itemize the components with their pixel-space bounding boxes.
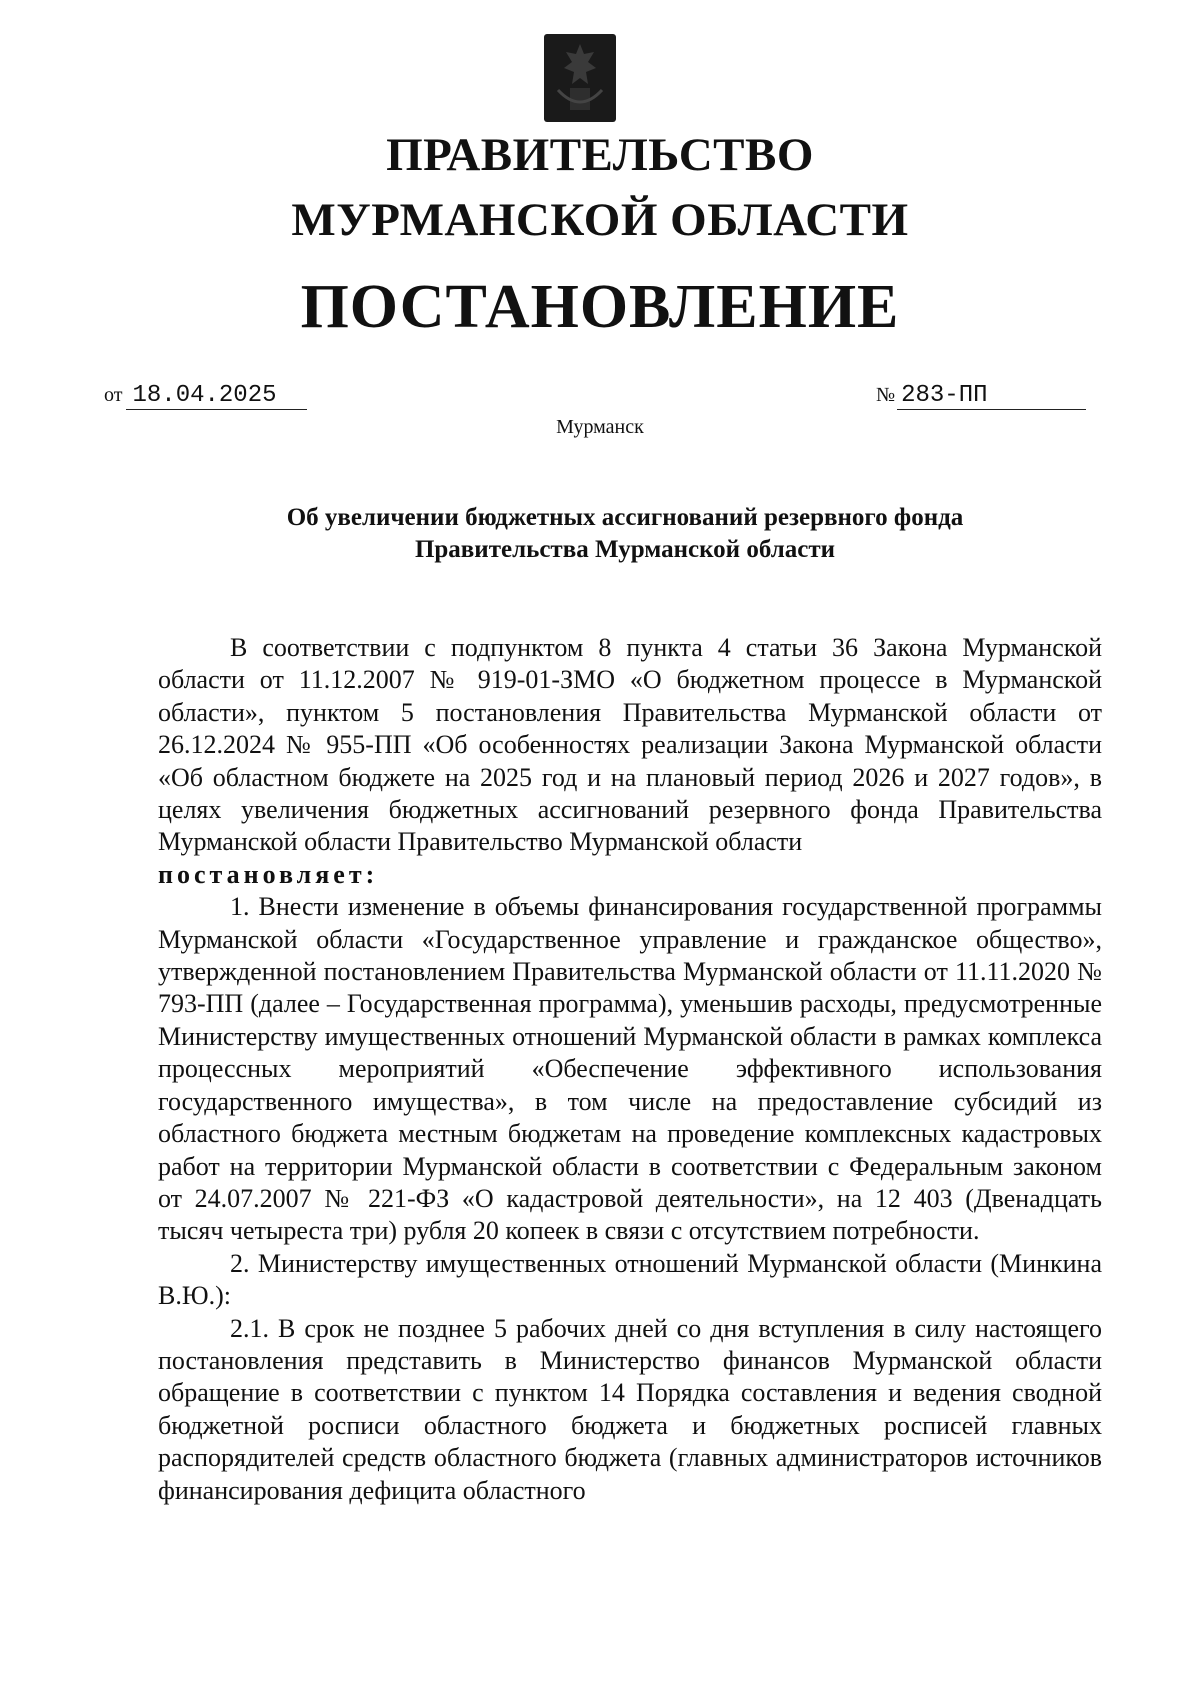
resolves-word: постановляет: [158,859,379,889]
city-name: Мурманск [556,416,644,438]
document-heading [150,502,1100,566]
item-2-1-paragraph: 2.1. В срок не позднее 5 рабочих дней со дня вступления в силу настоящего постановления представить в Министерство финансов Мурманской области обращение в соответствии с пунктом 14 Порядка составления и ведения сводной бюджетной росписи областного бюджета и бюджетных росписей главных распорядителей средств областного бюджета (главных администраторов источников финансирования дефицита областного [158,1313,1102,1505]
date-prefix: от [104,384,123,406]
document-date [104,383,307,410]
heading-line2: Правительства Мурманской области [414,536,836,563]
number-prefix: № [876,384,896,406]
item-1-paragraph: 1. Внести изменение в объемы финансирования государственной программы Мурманской области «Государственное управление и гражданское общество», утвержденной постановлением Правительства Мурманской области от 11.11.2020 № 793-ПП (далее – Государственная программа), уменьшив расходы, предусмотренные Министерству имущественных отношений Мурманской области в рамках комплекса процессных мероприятий «Обеспечение эффективного использования государственного имущества», в том числе на предоставление субсидий из областного бюджета местным бюджетам на проведение комплексных кадастровых работ на территории Мурманской области в соответствии с Федеральным законом от 24.07.2007 № 221-ФЗ «О кадастровой деятельности», на 12 403 (Двенадцать тысяч четыреста три) рубля 20 копеек в связи с отсутствием потребности. [158,892,1102,1246]
document-number [876,383,1086,410]
resolves-paragraph [158,859,1102,891]
heading-line1: Об увеличении бюджетных ассигнований резервного фонда [286,504,964,531]
item-2-paragraph: 2. Министерству имущественных отношений Мурманской области (Минкина В.Ю.): [158,1248,1102,1311]
intro-paragraph: В соответствии с подпунктом 8 пункта 4 статьи 36 Закона Мурманской области от 11.12.2007 № 919-01-ЗМО «О бюджетном процессе в Мурманской области», пунктом 5 постановления Правительства Мурманской области от 26.12.2024 № 955-ПП «Об особенностях реализации Закона Мурманской области «Об областном бюджете на 2025 год и на плановый период 2026 и 2027 годов», в целях увеличения бюджетных ассигнований резервного фонда Правительства Мурманской области Правительство Мурманской области [158,633,1102,857]
coat-of-arms-icon [540,30,620,126]
document-body [158,632,1102,1507]
government-title-line1: ПРАВИТЕЛЬСТВО [386,129,814,181]
number-value: 283-ПП [897,383,1086,410]
government-title-line2: МУРМАНСКОЙ ОБЛАСТИ [291,194,909,246]
document-type-title: ПОСТАНОВЛЕНИЕ [300,273,900,341]
date-value: 18.04.2025 [126,383,307,410]
coat-of-arms-emblem [540,30,620,126]
